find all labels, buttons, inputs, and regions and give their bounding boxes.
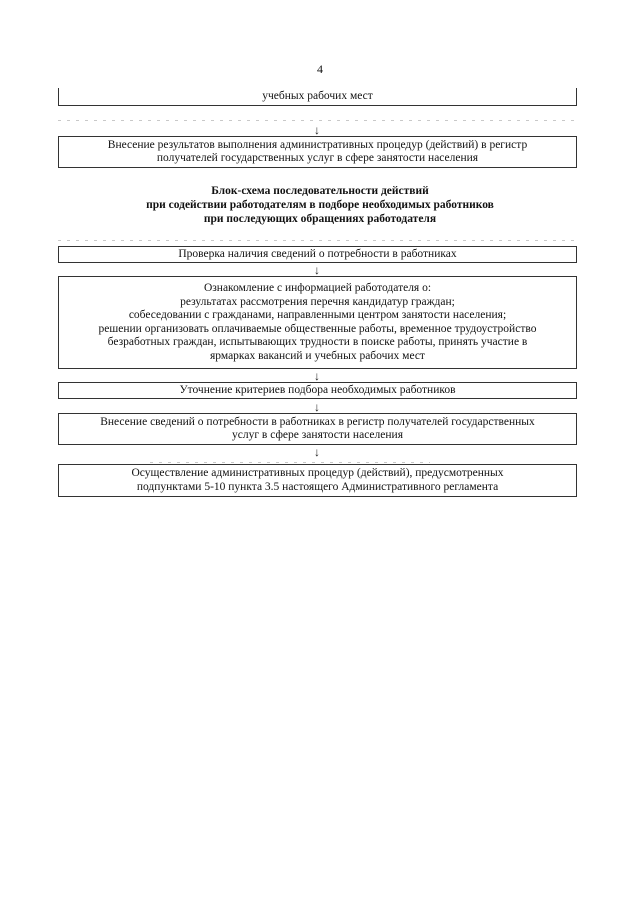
box-line: Ознакомление с информацией работодателя о: [203, 282, 432, 294]
scan-noise [58, 120, 577, 121]
box-line: результатах рассмотрения перечня кандидатур граждан; [180, 295, 455, 308]
flow-box-register-needs [58, 413, 577, 445]
scan-noise [58, 240, 577, 241]
flow-box-register-results [58, 136, 577, 168]
box-line: Осуществление административных процедур (действий), предусмотренных [131, 467, 504, 479]
box-line: Проверка наличия сведений о потребности в работниках [178, 247, 457, 260]
box-line: Внесение сведений о потребности в работниках в регистр получателей государственных [100, 415, 535, 428]
flow-box-refine-criteria [58, 382, 577, 399]
box-line: ярмарках вакансий и учебных рабочих мест [210, 349, 425, 362]
arrow-down-icon: ↓ [314, 445, 320, 459]
flow-box-employer-info [58, 276, 577, 369]
flow-box-procedures [58, 464, 577, 497]
arrow-down-icon: ↓ [314, 123, 320, 137]
scan-noise [150, 462, 430, 463]
diagram-heading [0, 184, 640, 226]
box-line: услуг в сфере занятости населения [232, 429, 403, 441]
arrow-down-icon: ↓ [314, 400, 320, 414]
flow-box-training-places [58, 88, 577, 106]
box-line: собеседовании с гражданами, направленными центром занятости населения; [128, 309, 507, 321]
heading-line: при содействии работодателям в подборе необходимых работников [146, 199, 494, 211]
arrow-down-icon: ↓ [314, 369, 320, 383]
box-line: Уточнение критериев подбора необходимых работников [179, 383, 456, 396]
heading-line: при последующих обращениях работодателя [203, 213, 437, 225]
arrow-down-icon: ↓ [314, 263, 320, 277]
box-line: решении организовать оплачиваемые общественные работы, временное трудоустройство [98, 322, 537, 335]
box-line: подпунктами 5-10 пункта 3.5 настоящего Административного регламента [136, 480, 499, 493]
box-line: учебных рабочих мест [262, 89, 373, 102]
heading-line: Блок-схема последовательности действий [211, 185, 429, 197]
box-line: Внесение результатов выполнения административных процедур (действий) в регистр [107, 138, 528, 151]
box-line: безработных граждан, испытывающих трудности в поиске работы, принять участие в [107, 336, 528, 348]
box-line: получателей государственных услуг в сфере занятости населения [156, 152, 479, 164]
flow-box-check-info [58, 246, 577, 263]
page-number: 4 [317, 62, 323, 76]
